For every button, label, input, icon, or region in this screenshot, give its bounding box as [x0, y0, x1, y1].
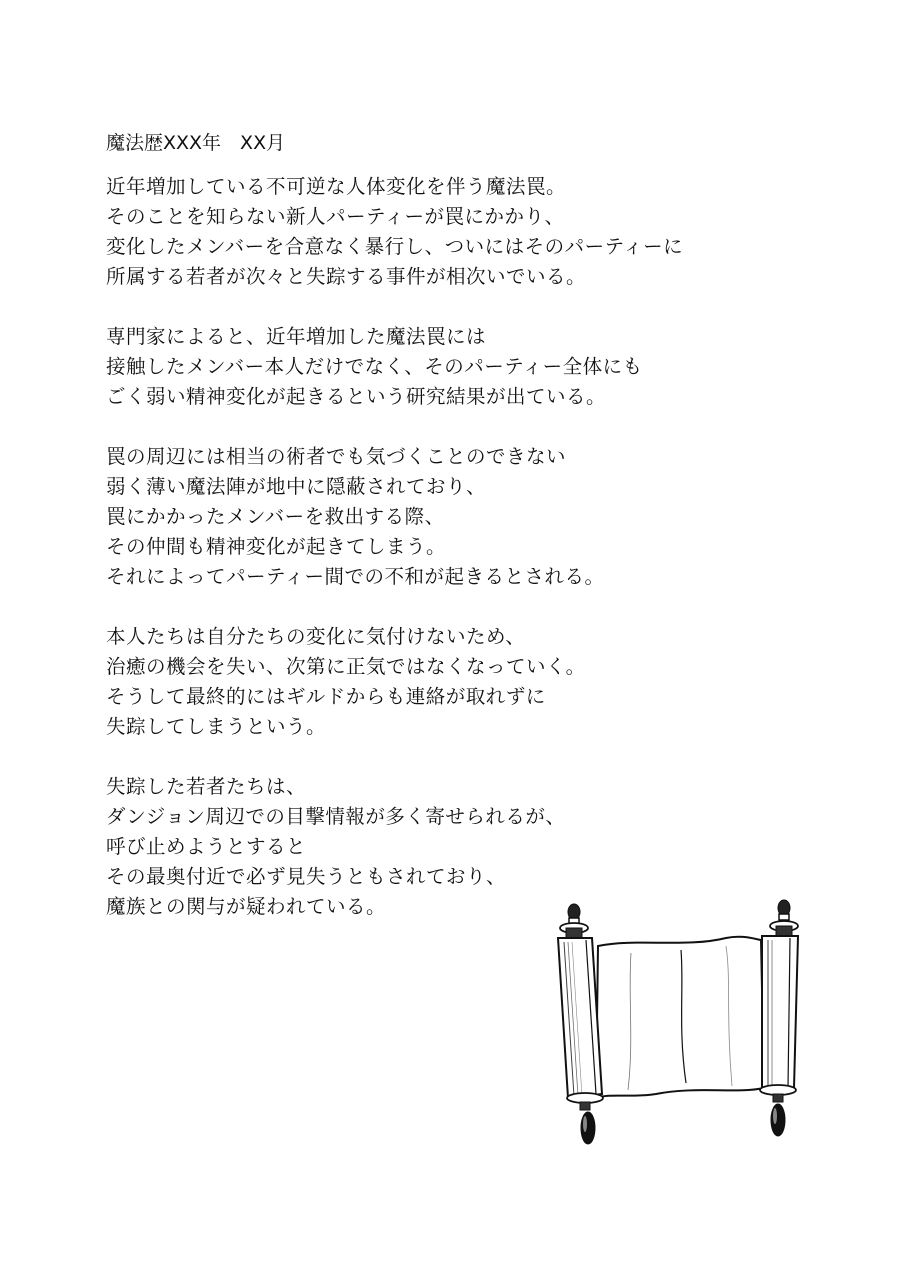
article-body — [106, 172, 746, 952]
left-roller — [558, 904, 603, 1144]
paragraph-2 — [106, 322, 746, 412]
text-line: ダンジョン周辺での目撃情報が多く寄せられるが、 — [106, 805, 566, 828]
text-line: そのことを知らない新人パーティーが罠にかかり、 — [106, 205, 565, 228]
text-line: ごく弱い精神変化が起きるという研究結果が出ている。 — [106, 385, 607, 408]
date-heading: 魔法歴XXX年 XX月 — [106, 132, 286, 154]
text-line: 失踪した若者たちは、 — [106, 775, 307, 798]
text-line: それによってパーティー間での不和が起きるとされる。 — [106, 565, 605, 588]
text-line: 接触したメンバー本人だけでなく、そのパーティー全体にも — [106, 355, 643, 378]
text-line: 弱く薄い魔法陣が地中に隠蔽されており、 — [106, 475, 487, 498]
text-line: 治癒の機会を失い、次第に正気ではなくなっていく。 — [106, 655, 586, 678]
text-line: その最奥付近で必ず見失うともされており、 — [106, 865, 507, 888]
text-line: 変化したメンバーを合意なく暴行し、ついにはそのパーティーに — [106, 235, 684, 258]
text-line: 所属する若者が次々と失踪する事件が相次いでいる。 — [106, 265, 587, 288]
text-line: その仲間も精神変化が起きてしまう。 — [106, 535, 447, 558]
text-line: 近年増加している不可逆な人体変化を伴う魔法罠。 — [106, 175, 567, 198]
scroll-paper — [596, 937, 764, 1098]
scroll-icon — [536, 898, 816, 1148]
paragraph-3 — [106, 442, 746, 592]
text-line: 失踪してしまうという。 — [106, 715, 327, 738]
right-roller — [760, 900, 798, 1136]
text-line: 魔族との関与が疑われている。 — [106, 895, 387, 918]
text-line: 専門家によると、近年増加した魔法罠には — [106, 325, 487, 348]
text-line: そうして最終的にはギルドからも連絡が取れずに — [106, 685, 546, 708]
paragraph-4 — [106, 622, 746, 742]
text-line: 罠の周辺には相当の術者でも気づくことのできない — [106, 445, 567, 468]
text-line: 呼び止めようとすると — [106, 835, 307, 858]
text-line: 本人たちは自分たちの変化に気付けないため、 — [106, 625, 526, 648]
text-line: 罠にかかったメンバーを救出する際、 — [106, 505, 445, 528]
paragraph-1 — [106, 172, 746, 292]
